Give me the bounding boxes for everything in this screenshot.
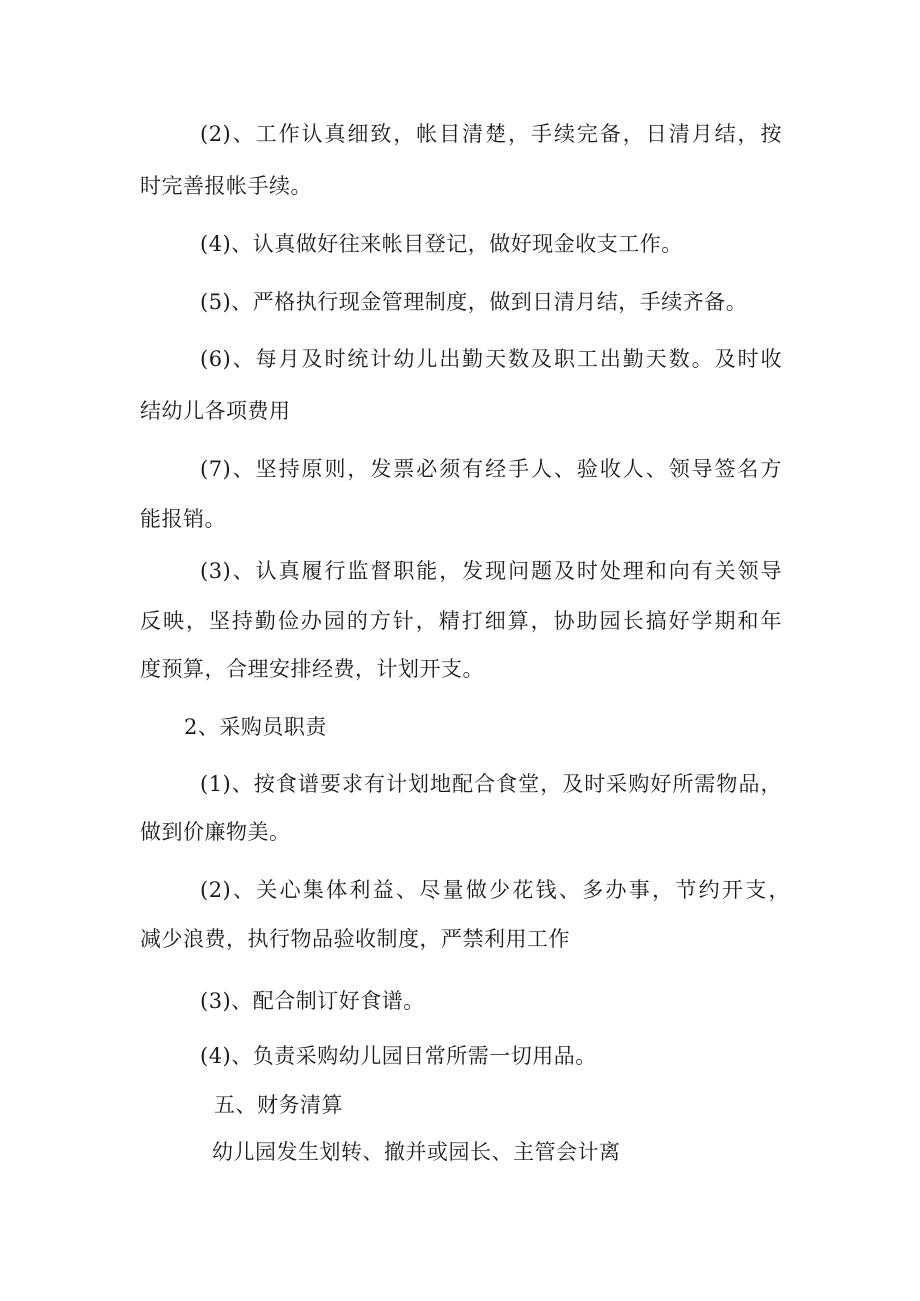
paragraph-line: 幼儿园发生划转、撤并或园长、主管会计离	[212, 1140, 621, 1164]
paragraph-line: (4)、认真做好往来帐目登记，做好现金收支工作。	[200, 232, 683, 256]
paragraph-line: 结幼儿各项费用	[140, 399, 291, 423]
paragraph-line: 做到价廉物美。	[140, 820, 291, 844]
paragraph-line: (7)、坚持原则，发票必须有经手人、验收人、领导签名方	[200, 457, 782, 481]
paragraph-line: 时完善报帐手续。	[140, 174, 312, 198]
section-heading: 2、采购员职责	[184, 715, 327, 739]
paragraph-line: 度预算，合理安排经费，计划开支。	[140, 657, 484, 681]
paragraph-line: 减少浪费，执行物品验收制度，严禁利用工作	[140, 927, 570, 951]
paragraph-line: (6)、每月及时统计幼儿出勤天数及职工出勤天数。及时收	[200, 347, 782, 371]
paragraph-line: (2)、工作认真细致，帐目清楚，手续完备，日清月结，按	[200, 122, 782, 146]
paragraph-line: (3)、配合制订好食谱。	[200, 989, 425, 1013]
paragraph-line: (2)、关心集体利益、尽量做少花钱、多办事，节约开支，	[200, 878, 790, 902]
paragraph-line: (5)、严格执行现金管理制度，做到日清月结，手续齐备。	[200, 290, 748, 314]
paragraph-line: 反映，坚持勤俭办园的方针，精打细算，协助园长搞好学期和年	[140, 609, 782, 633]
paragraph-line: 能报销。	[140, 507, 226, 531]
section-heading: 五、财务清算	[214, 1093, 343, 1117]
paragraph-line: (4)、负责采购幼儿园日常所需一切用品。	[200, 1044, 597, 1068]
paragraph-line: (3)、认真履行监督职能，发现问题及时处理和向有关领导	[200, 559, 782, 583]
paragraph-line: (1)、按食谱要求有计划地配合食堂，及时采购好所需物品，	[200, 772, 782, 796]
